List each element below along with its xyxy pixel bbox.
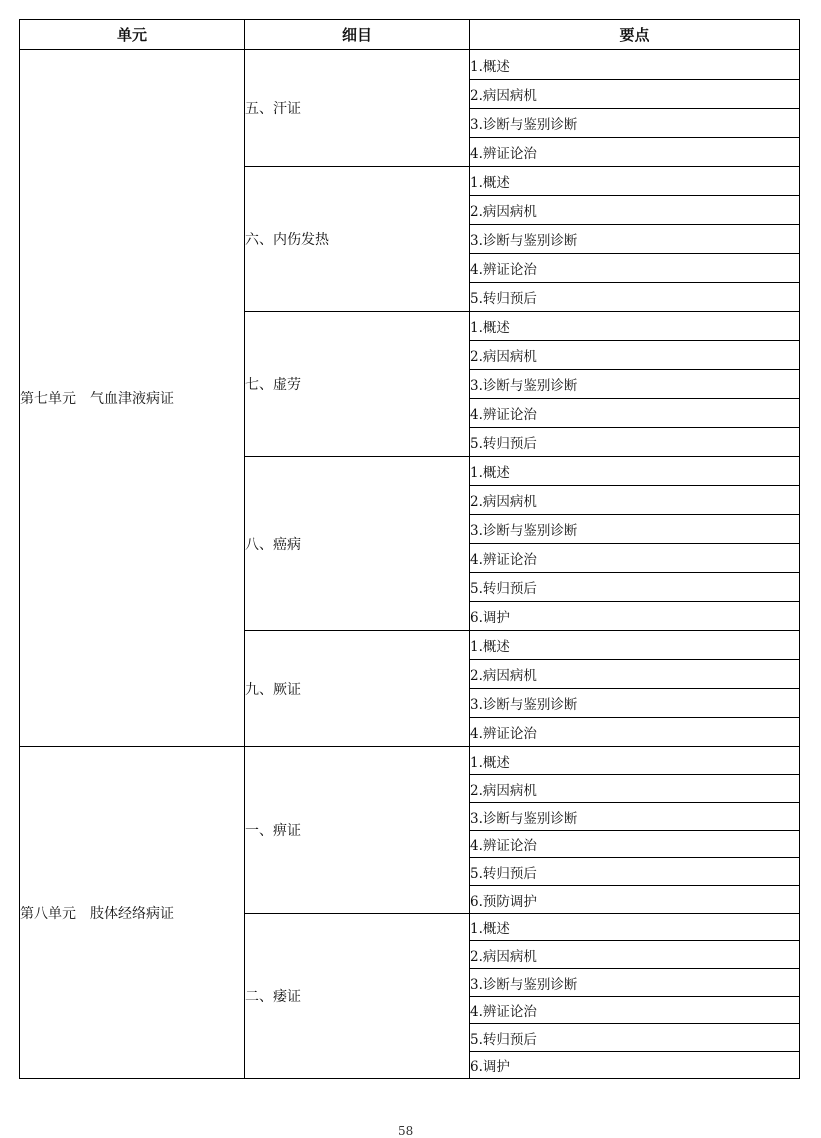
point-cell: 1.概述 xyxy=(470,914,800,941)
point-cell: 3.诊断与鉴别诊断 xyxy=(470,370,800,399)
point-cell: 1.概述 xyxy=(470,631,800,660)
point-cell: 2.病因病机 xyxy=(470,486,800,515)
point-cell: 2.病因病机 xyxy=(470,775,800,803)
syllabus-table xyxy=(19,19,800,1079)
point-cell: 4.辨证论治 xyxy=(470,399,800,428)
point-cell: 6.调护 xyxy=(470,602,800,631)
point-cell: 1.概述 xyxy=(470,312,800,341)
point-cell: 4.辨证论治 xyxy=(470,718,800,747)
item-cell: 一、痹证 xyxy=(245,747,470,914)
table-body xyxy=(20,50,800,1079)
point-cell: 5.转归预后 xyxy=(470,858,800,886)
point-cell: 3.诊断与鉴别诊断 xyxy=(470,225,800,254)
point-cell: 3.诊断与鉴别诊断 xyxy=(470,109,800,138)
point-cell: 4.辨证论治 xyxy=(470,544,800,573)
item-cell: 二、痿证 xyxy=(245,914,470,1079)
table-row xyxy=(20,50,800,80)
point-cell: 1.概述 xyxy=(470,747,800,775)
item-cell: 九、厥证 xyxy=(245,631,470,747)
point-cell: 5.转归预后 xyxy=(470,283,800,312)
header-unit: 单元 xyxy=(20,20,245,50)
item-cell: 五、汗证 xyxy=(245,50,470,167)
header-point: 要点 xyxy=(470,20,800,50)
point-cell: 2.病因病机 xyxy=(470,341,800,370)
point-cell: 1.概述 xyxy=(470,457,800,486)
item-cell: 八、癌病 xyxy=(245,457,470,631)
point-cell: 6.预防调护 xyxy=(470,886,800,914)
point-cell: 1.概述 xyxy=(470,167,800,196)
point-cell: 2.病因病机 xyxy=(470,196,800,225)
point-cell: 4.辨证论治 xyxy=(470,997,800,1024)
point-cell: 2.病因病机 xyxy=(470,941,800,969)
point-cell: 5.转归预后 xyxy=(470,573,800,602)
point-cell: 2.病因病机 xyxy=(470,80,800,109)
point-cell: 5.转归预后 xyxy=(470,1024,800,1052)
unit-cell: 第七单元 气血津液病证 xyxy=(20,50,245,747)
point-cell: 3.诊断与鉴别诊断 xyxy=(470,803,800,831)
unit-cell: 第八单元 肢体经络病证 xyxy=(20,747,245,1079)
header-item: 细目 xyxy=(245,20,470,50)
point-cell: 5.转归预后 xyxy=(470,428,800,457)
point-cell: 3.诊断与鉴别诊断 xyxy=(470,689,800,718)
point-cell: 1.概述 xyxy=(470,50,800,80)
table-row xyxy=(20,747,800,775)
point-cell: 3.诊断与鉴别诊断 xyxy=(470,969,800,997)
point-cell: 4.辨证论治 xyxy=(470,831,800,858)
item-cell: 七、虚劳 xyxy=(245,312,470,457)
item-cell: 六、内伤发热 xyxy=(245,167,470,312)
point-cell: 4.辨证论治 xyxy=(470,254,800,283)
header-row xyxy=(20,20,800,50)
page-number: 58 xyxy=(398,1124,414,1138)
point-cell: 3.诊断与鉴别诊断 xyxy=(470,515,800,544)
point-cell: 6.调护 xyxy=(470,1052,800,1079)
point-cell: 4.辨证论治 xyxy=(470,138,800,167)
point-cell: 2.病因病机 xyxy=(470,660,800,689)
